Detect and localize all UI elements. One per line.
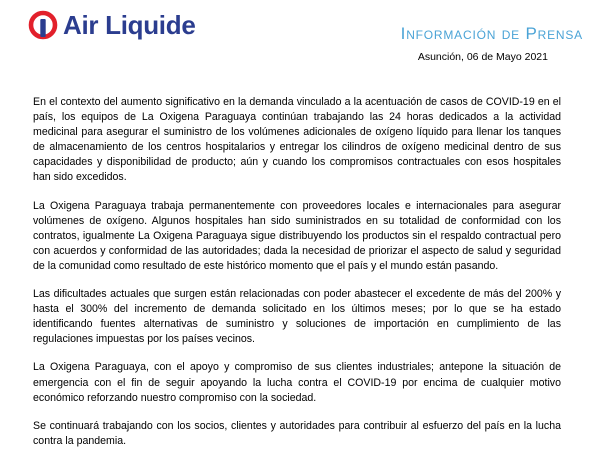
paragraph-4: La Oxigena Paraguaya, con el apoyo y compromiso de sus clientes industriales; antepone la situación de emergencia con el fin de seguir apoyando la lucha contra el COVID-19 por encima de cualquier motivo económico reforzando nuestro compromiso con la sociedad. [33, 361, 561, 404]
paragraph-5: Se continuará trabajando con los socios, clientes y autoridades para contribuir al esfuerzo del país en la lucha contra la pandemia. [33, 419, 561, 447]
air-liquide-logo [28, 8, 195, 42]
paragraph-3: Las dificultades actuales que surgen están relacionadas con poder abastecer el excedente de más del 200% y hasta el 300% del incremento de demanda solicitado en los últimos meses; por lo que se ha estado identificando fuentes alternativas de suministro y soluciones de importación en cumplimiento de las regulaciones impuestas por los países vecinos. [33, 288, 561, 346]
paragraph-1: En el contexto del aumento significativo en la demanda vinculado a la acentuación de casos de COVID-19 en el país, los equipos de La Oxigena Paraguaya continúan trabajando las 24 horas dedicados a la actividad medicinal para asegurar el suministro de los volúmenes adicionales de oxígeno líquido para llenar los tanques de almacenamiento de los centros hospitalarios y entregar los cilindros de oxígeno medicinal dentro de sus capacidades y disponibilidad de producto; aún y cuando los compromisos contractuales con esos hospitales han sido excedidos. [33, 96, 561, 184]
date-line: Asunción, 06 de Mayo 2021 [417, 51, 548, 63]
paragraph-2: La Oxigena Paraguaya trabaja permanentemente con proveedores locales e internacionales para asegurar volúmenes de oxígeno. Algunos hospitales han sido suministrados en su totalidad de conformidad con los contratos, igualmente La Oxigena Paraguaya sigue distribuyendo los productos sin el respaldo contractual pero con acuerdos y conformidad de las autoridades; dada la necesidad de priorizar el aspecto de salud y seguridad de la comunidad como resultado de este histórico momento que el país y el mundo están pasando. [33, 199, 561, 272]
logo-text: Air Liquide [63, 10, 196, 40]
document-header [0, 0, 600, 80]
air-liquide-logo-icon [28, 10, 58, 40]
press-title: Información de Prensa [400, 24, 583, 43]
press-release-body [33, 95, 561, 462]
